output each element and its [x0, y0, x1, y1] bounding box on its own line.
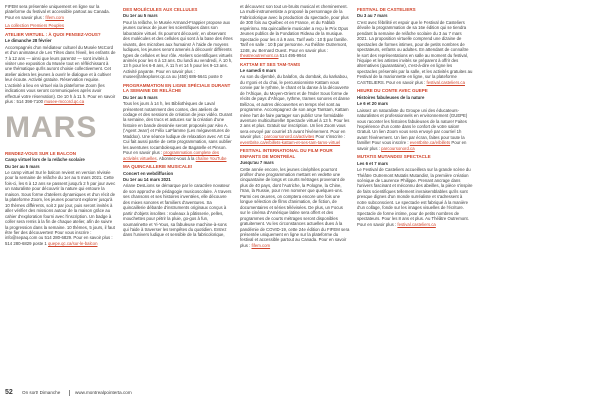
- article-title: FESTIVAL INTERNATIONAL DU FILM POUR ENFANTS DE MONTRÉAL: [240, 148, 333, 159]
- article-body: Pour la relâche, le Musée Armand-Frappier propose aux jeunes curieux de jouer les scientifiques dans son laboratoire virtuel. Ils pourront découvrir, en observant des molécules et des cellules qui sont à la base des êtres vivants, des microbes aux humains! À l'aide de moyens ludiques, les jeunes seront amenés à découvrir différents types de cellules et leur rôle. Ateliers scientifiques virtuels animés pour les 6 à 13 ans. Du lundi au vendredi, À 10 h, 13 h pour les 6-8 ans, À 11 h et 14 h pour les 9-13 ans. Activité payante. Pour en savoir plus : musee@afexplorer.qc.ca ou (450) 686-5641 poste 0: [123, 19, 233, 80]
- article-text: Tous les jours à 14 h, les Bibliothèques de Laval présentent notamment des contes, des ateliers de codage et des sessions de création de jeux vidéo. Durant la semaine, des trucs et astuces sur la création d'une histoire en bande dessinée seront proposés par Alex A. ('Agent Jean') et Félix LaFlamme (Les mégaventures de Maddox). Une séance ludique de relaxation avec Art Cui Cui fait aussi partie de cette programmation, sans oublier les aventures rocambolesques de Bagatelle et Pinson. Pour en savoir plus :: [123, 101, 233, 156]
- article-title: DES MOLÉCULES AUX CELLULES: [123, 7, 198, 12]
- mccord-link[interactable]: musee-mccord.qc.ca: [44, 99, 85, 105]
- article-text: et découvrez son tout un-bruits musical et cheminement. La multi-instrumentiste a proposé la personnage de la Fabricolorique avec la production du spectacle, pour plus de 300 fois au Québec et en France, et du Fablab espérinnu. Ma quincaillerie musicale! a reçu le Prix Opus Jeunes publics de la Fondation Rideau de la musique. Spectacle pour les 4 à 9 ans. Tarif web : 10 $ par famille. Tarif en salle : 10 $ par personne. Au théâtre Outremont, 1248, av. Bernard Ouest. Pour en savoir plus :: [240, 4, 349, 53]
- month-heading: MARS: [5, 110, 98, 144]
- article-date: Du 1er au 5 mars: [123, 94, 158, 100]
- article-title: PROGRAMMATION EN LIGNE SPÉCIALE DURANT LA SEMAINE DE RELÂCHE: [123, 82, 231, 94]
- article-body: [240, 74, 350, 145]
- article-body: [240, 167, 350, 249]
- article-title: MA QUINCAILLERIE MUSICALE!: [123, 164, 193, 170]
- article-text: Accompagnés d'un médiateur culturel du Musée McCord et d'un animateur de Les Têtes dans l'éveil, les enfants de 7 à 12 ans — ainsi que leurs parents! — sont invités à visiter une exposition du Musée tout en réfléchissant à une thématique qu'ils auront choisie collectivement. Cet atelier aidera les jeunes à ouvrir le dialogue et à cultiver leur écoute. Activité gratuite. Réservation requise. L'activité a lieu en virtuel via la plateforme Zoom (les indications vous seront communiquées après avoir effectué votre réservation). De 10 h à 11 h. Pour en savoir plus : 514 398-7100: [5, 44, 116, 105]
- article-date: Le samedi 6 mars: [240, 67, 277, 73]
- theatre-link[interactable]: theatreoutremont.ca: [240, 53, 279, 59]
- article-subtitle: Histoires fabuleuses de la nature: [357, 94, 425, 100]
- article-body: [357, 167, 473, 227]
- footer-divider: [69, 390, 70, 396]
- article-date: Les 6 et 7 mars: [357, 160, 389, 166]
- article-title: FESTIVAL DE CASTELIERS: [357, 7, 416, 12]
- article-title: HEURE DU CONTE AVEC GUEPE: [357, 88, 428, 94]
- article-text: Pour s'inscrire :: [315, 134, 345, 140]
- column-2: [123, 4, 233, 241]
- website-link[interactable]: www.montrealpointerta.com: [75, 390, 132, 395]
- fifem-link[interactable]: fifem.com: [251, 242, 271, 248]
- article-title: KATTAM ET SES TAM-TAMS: [240, 61, 301, 67]
- article-text: Le camp virtuel Sur le balcon revient en version révisée pour la semaine de relâche du 1er au 5 mars 2021. Cette fois-ci, les 6 à 12 ans se passent jusqu'à 2 h par jour avec un naturaliste pour découvrir la nature qui entoure la maison. Sous forme d'ateliers dynamiques et d'un récit de la plateforme Zoom, les jeunes pourront explorer jusqu'à 10 thèmes différents, soit 2 par jour, puis seront invités à aller vérifier des missions autour de la maison grâce au cahier d'exploration fourni avec l'inscription. Un badge à coller sera remis à la fin de chaque atelier, afin de suivre la progression dans la semaine. 10 thèmes, 5 jours, il faut être fier des découvertes! Pour vous inscrire : info@sepaq.com ou 514 280-6829. Pour en savoir plus : 514 280-6829 poste 1: [5, 169, 116, 246]
- page-number: 52: [5, 389, 13, 396]
- article-body: [5, 170, 116, 246]
- article-body: [357, 108, 473, 152]
- article-body: [5, 45, 116, 105]
- article-text: Le Festival de Casteliers accueillera sur la grande scène du Théâtre Outremont Mutatis Mutandis!, la première création scénique de Laurence Philippe. Prenant ancrage dans l'univers fascinant et méconnu des abeilles, la pièce s'inspire de faits scientifiques tellement invraisemblables qu'ils sont presque dignes d'un monde surréaliste et s'adressent à notre subconscient. Le spectacle est fabriqué à la manière d'un collage, fonde sur les images visuelles de l'écriture. Spectacle de forme intime, pour de petits nombres de spectateurs. Pour les 8 ans et plus. Au Théâtre Outremont. Pour en savoir plus :: [357, 167, 473, 227]
- column-1: [5, 4, 116, 249]
- article-text: Laissez un naturaliste du Groupe uni des éducateurs-naturalistes et professionnels en environnement (GUEPE) vous raconter les histoires fabuleuses de la nature! Faites l'expérience d'un conte dans le confort de votre salon! Gratuit. Un lien Zoom vous sera envoyé par courriel 1h avant l'événement. Un lien par écran, faites pour toute la famille! Pour vous inscrire :: [357, 107, 468, 146]
- premiers-peuples-link[interactable]: La collection Premiers Peuples: [5, 23, 64, 29]
- casteliers-link[interactable]: festival.casteliers.ca: [426, 79, 465, 85]
- article-text: Pour en savoir plus :: [357, 140, 467, 151]
- article-date: Du 1er au 14 mars 2021: [123, 176, 171, 182]
- article-body: [357, 20, 473, 85]
- eventbrite-link[interactable]: eventbrite.ca/e/billets-kattam-et-ses-tam-tams-virtuel: [240, 139, 341, 145]
- casteliers-link[interactable]: festival.casteliers.ca: [397, 221, 436, 227]
- article-text: Abonnez-vous à la: [158, 155, 195, 161]
- article-title: RENDEZ-VOUS SUR LE BALCON: [5, 150, 77, 156]
- article-body: [240, 4, 350, 59]
- article-date: Jusqu'au 7 mars: [240, 160, 274, 166]
- publication-name: On sort! Dimanche: [22, 390, 61, 395]
- parcours-link[interactable]: parcoursonord.ca/activites: [264, 134, 315, 140]
- phone-number: 514 495-9944: [279, 53, 307, 59]
- eventbrite-link[interactable]: eventbrite.ca/e/billets: [409, 140, 451, 146]
- article-text: Au son du djembé, du balafon, du dombak, du karkabou, du n'goni et du chai, le percussionniste Kattam vous convie par le rythme, le chant et la danse à la découverte de l'Afrique, du Moyen-Orient et de l'Inde! Sous forme de récits de pays d'Afrique, rythme, trames sonores et danse Bélizou, et autres découvertes en temps réel sont au programme. Accompagnez de son ange Tamtam, Kattam mène l'art de faire partager son public! Une formidable aventure multiculturelle! Spectacle virtuel à 13 h. Pour les 2 ans et plus. Gratuit sur inscription. Un lien Zoom vous sera envoyé par courriel 1h avant l'événement. Pour en savoir plus :: [240, 74, 350, 140]
- article-date: Du 3 au 7 mars: [357, 13, 388, 19]
- article-text: Cette année encore, les jeunes cinéphiles pourront profiter d'une programmation mettant en vedette une cinquantaine de longs et courts métrages provenant de plus de 40 pays, dont l'Autriche, la Pologne, la Chine, l'Iran, la Russie, pour n'en nommer que quelques-uns. Parmi ces œuvres, on comptera encore une fois une longue sélection de films d'animation, de fiction, de documentaires et séries télévisées. De plus, un Focus sur le cinéma d'Amérique latine sera offert et des programmes de courts métrages seront disponibles gratuitement. Vu les circonstances actuelles dues à la pandémie de COVID-19, cette 24e édition du FIFEM sera présentée uniquement en ligne sur la plateforme du festival et accessible partout au Canada. Pour en savoir plus :: [240, 166, 350, 248]
- programmation-link[interactable]: programmation.complete des activités virtuelles: [123, 150, 220, 161]
- column-3: [240, 4, 350, 251]
- fifem-link[interactable]: fifem.com: [45, 14, 64, 20]
- article-body: Tous les jours à 14 h, les Bibliothèques de Laval présentent notamment des contes, des ateliers de codage et des sessions de création de jeux vidéo. Durant la semaine, des trucs et astuces sur la création d'une histoire en bande dessinée seront proposés par Alex A. ('Agent Jean') et Félix LaFlamme (Les mégaventures de Maddox). Une séance ludique de relaxation avec Art Cui Cui fait aussi partie de cette programmation, sans oublier les aventures rocambolesques de Bagatelle et Pinson. Pour en savoir plus : programmation.complete des activités virtuelles. Abonnez-vous à la chaîne YouTube: [123, 101, 233, 161]
- article-date: Du 1er au 5 mars: [123, 13, 158, 19]
- article-title: ATELIER VIRTUEL : À QUOI PENSEZ-VOUS?: [5, 31, 101, 37]
- article-date: Du 1er au 5 mars: [5, 163, 40, 169]
- page-footer: [5, 388, 595, 398]
- parcours-link[interactable]: parcoursonord.ca: [381, 145, 415, 151]
- article-subtitle: Camp virtuel lors de la relâche scolaire: [5, 157, 85, 163]
- article-date: Le dimanche 28 février: [5, 38, 52, 44]
- intro-body: FIFEM sera présentée uniquement en ligne sur la plateforme du festival et accessible partout au Canada. Pour en savoir plus :: [5, 4, 110, 20]
- article-date: Le 6 et 20 mars: [357, 101, 389, 107]
- article-text: C'est avec fébrilité et espoir que le Festival de Casteliers dévoile la programmation de sa 16e édition qui se tiendra pendant la semaine de relâche scolaire du 3 au 7 mars 2021. La proposition virtuelle comprend une dizaine de spectacles de formes intimes, pour de petits nombres de spectateurs, enfants ou adultes. En attendant de connaître le sort des représentations en salle au moment du festival, l'équipe et les artistes invités se préparent à offrir des alternatives (quarantaine), c'est-à-dire en ligne les spectacles présentés par la salle, et les activités gratuites au Festival de la marionnette en ligne, sur la plateforme CASTELIERS. Pour en savoir plus :: [357, 19, 473, 85]
- youtube-link[interactable]: chaîne YouTube: [195, 155, 227, 161]
- article-title: MUTATIS MUTANDIS! SPECTACLE: [357, 154, 431, 160]
- article-body: Ariane DesLions se démarque par le caractère novateur de son approche de pédagogie musicoscolaire. À travers ses chansons et ses histoires inventées, elle découvre des mixes sonores et familiers d'aventures. Sa quincaillerie débarde d'instruments originaux conçus à partir d'objets insolites : rouleaux à pâtisserie, pelles, mouchettes pour pétrir la pluie, go-gos à fun, soumarinette et Yi-Yous, sa fabuleuse machine-à-sons qui l'aide à traverser les tempêtes du quotidien. Entrez dans l'univers ludique et sensible de la fabricolorique,: [123, 183, 232, 238]
- intro-text: [5, 4, 116, 20]
- balcon-link[interactable]: quepe.qc.ca/sur-le-balcon: [48, 240, 98, 246]
- article-subtitle: Concert en webdiffusion: [123, 170, 174, 176]
- column-4: [357, 4, 473, 230]
